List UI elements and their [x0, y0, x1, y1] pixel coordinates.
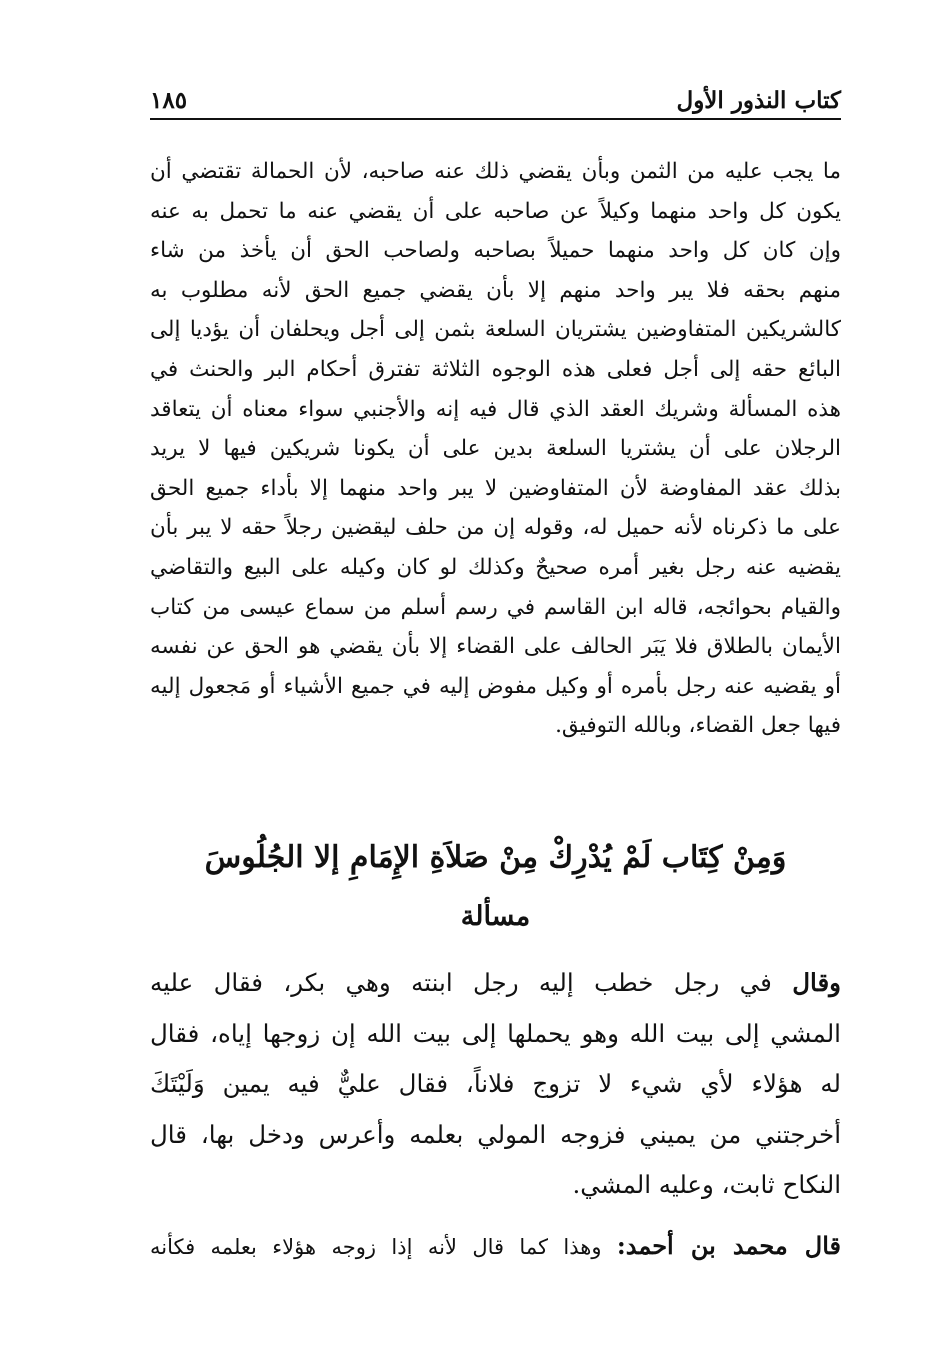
text-line: وإن كان كل واحد منهما حميلاً بصاحبه ولصاحب الحق أن يأخذ من شاء: [150, 238, 841, 264]
question-line: النكاح ثابت، وعليه المشي.: [572, 1170, 841, 1199]
text-line: والقيام بحوائجه، قاله ابن القاسم في رسم أسلم من سماع عيسى من كتاب: [150, 594, 841, 620]
text-line: على ما ذكرناه لأنه حميل له، وقوله إن من حلف ليقضين رجلاً حقه لا يبر بأن: [150, 515, 841, 541]
commentary-line: [150, 1224, 841, 1268]
text-line: الأيمان بالطلاق فلا يَبَر الحالف على القضاء إلا بأن يقضي هو الحق عن نفسه: [150, 634, 841, 660]
question-text: [150, 958, 841, 1211]
text-line: يقضيه عنه رجل بغير أمره صحيحٌ وكذلك لو كان وكيله على البيع والتقاضي: [150, 554, 841, 580]
question-line: له هؤلاء لأي شيء لا تزوج فلاناً، فقال عليٌّ فيه يمين وَلَيْتَكَ: [150, 1069, 841, 1098]
text-line: يكون كل واحد منهما وكيلاً عن صاحبه على أن يقضي عنه ما تحمل به عنه: [150, 198, 841, 224]
question-line: [150, 958, 841, 1009]
text-line: كالشريكين المتفاوضين يشتريان السلعة بثمن إلى أجل ويحلفان أن يؤديا إلى: [150, 317, 841, 343]
text-line: البائع حقه إلى أجل فعلى هذه الوجوه الثلاثة تفترق أحكام البر والحنث في: [150, 356, 841, 382]
page-header: [150, 82, 841, 120]
page-number: ١٨٥: [150, 87, 188, 114]
section-heading: مسألة: [460, 901, 531, 932]
text-line: هذه المسألة وشريك العقد الذي قال فيه إنه والأجنبي سواء معناه أن يتعاقد: [150, 396, 841, 422]
text-line: ما يجب عليه من الثمن وبأن يقضي ذلك عنه صاحبه، لأن الحمالة تقتضي أن: [150, 159, 841, 184]
text-line: منهم بحقه فلا يبر واحد منهم إلا بأن يقضي جميع الحق لأنه مطلوب به: [150, 277, 841, 303]
body-text: [150, 152, 841, 746]
running-title: كتاب النذور الأول: [676, 87, 841, 114]
question-line: أخرجتني من يميني فزوجه المولي بعلمه وأعرس ودخل بها، قال: [150, 1119, 841, 1149]
text-line: الرجلان على أن يشتريا السلعة بدين على أن يكونا شريكين فيها لا يريد: [150, 436, 841, 462]
chapter-heading: وَمِنْ كِتَاب لَمْ يُدْرِكْ مِنْ صَلاَةِ الإِمَامِ إلا الجُلُوسَ: [204, 840, 787, 875]
text-line: بذلك عقد المفاوضة لأن المتفاوضين لا يبر واحد منهما إلا بأداء جميع الحق: [150, 475, 841, 501]
question-lead-in: وقال: [792, 968, 841, 997]
text-line: فيها جعل القضاء، وبالله التوفيق.: [555, 713, 841, 739]
commentary-speaker: قال محمد بن أحمد:: [616, 1231, 841, 1260]
question-line-rest: في رجل خطب إليه رجل ابنته وهي بكر، فقال عليه: [150, 968, 772, 997]
commentary-text: وهذا كما قال لأنه إذا زوجه هؤلاء بعلمه فكأنه: [150, 1235, 602, 1259]
text-line: أو يقضيه عنه رجل بأمره أو وكيل مفوض إليه في جميع الأشياء أو مَجعول إليه: [150, 673, 841, 699]
question-line: المشي إلى بيت الله وهو يحملها إلى بيت الله إن زوجها إياه، فقال: [150, 1018, 841, 1048]
